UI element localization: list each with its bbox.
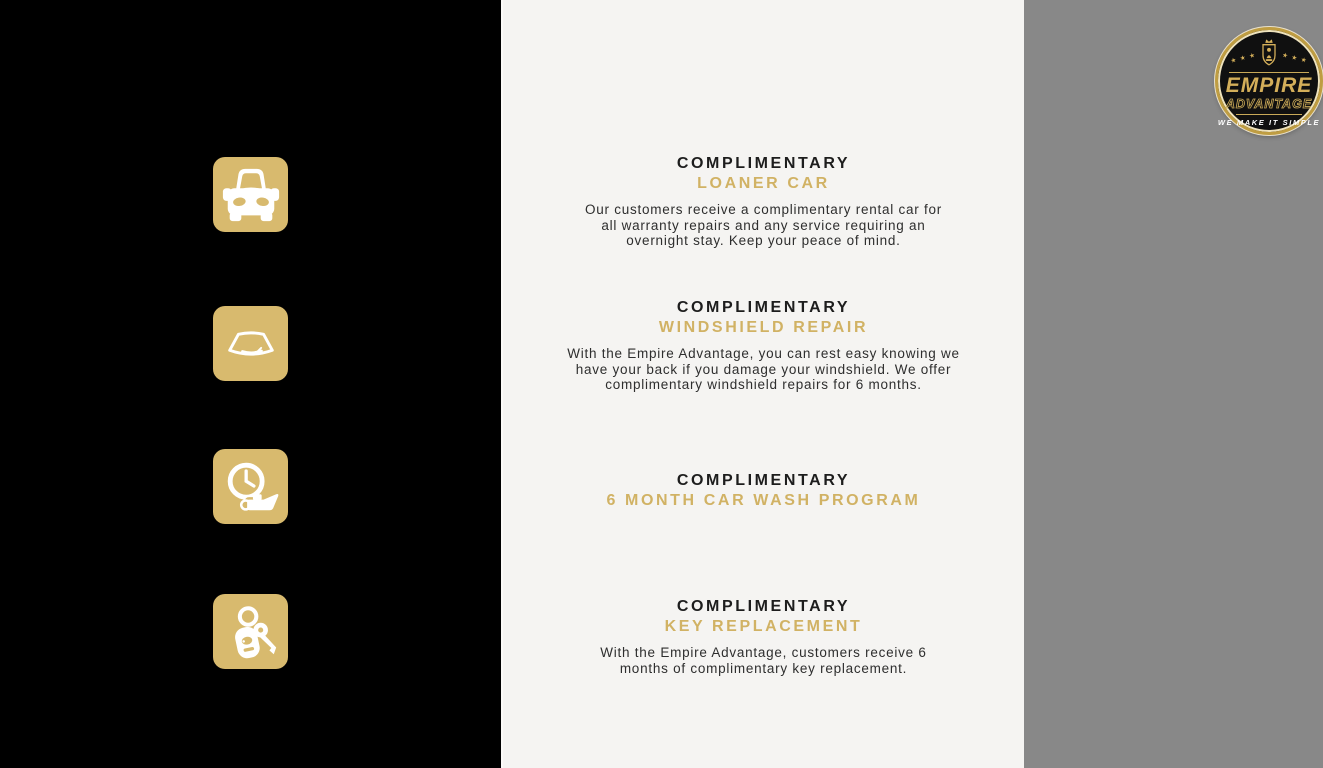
- section-title: KEY REPLACEMENT: [664, 618, 863, 635]
- section-body: Our customers receive a complimentary rental car for all warranty repairs and any service requiring an overnight stay. Keep your peace of mind.: [584, 202, 943, 248]
- section-windshield-repair: [503, 298, 1024, 393]
- empire-advantage-logo: [1215, 27, 1323, 135]
- section-eyebrow: COMPLIMENTARY: [676, 155, 851, 172]
- logo-title: EMPIRE: [1225, 74, 1313, 97]
- icon-panel: [0, 0, 501, 768]
- logo-divider-top: [1229, 72, 1309, 73]
- section-title: 6 MONTH CAR WASH PROGRAM: [606, 492, 921, 509]
- section-eyebrow: COMPLIMENTARY: [676, 598, 851, 615]
- section-loaner-car: [503, 154, 1024, 249]
- service-clock-oil-icon: [220, 456, 282, 518]
- logo-tagline: WE MAKE IT SIMPLE: [1217, 118, 1321, 127]
- section-body: With the Empire Advantage, customers receive 6 months of complimentary key replacement.: [600, 645, 927, 676]
- car-icon: [220, 164, 282, 226]
- section-car-wash-program: [503, 471, 1024, 510]
- section-eyebrow: COMPLIMENTARY: [676, 299, 851, 316]
- content-panel: [503, 0, 1321, 768]
- car-wash-program-tile: [213, 449, 288, 524]
- loaner-car-tile: [213, 157, 288, 232]
- section-key-replacement: [503, 597, 1024, 676]
- windshield-icon: [220, 313, 282, 375]
- logo-divider-bottom: [1236, 114, 1302, 115]
- section-body: With the Empire Advantage, you can rest easy knowing we have your back if you damage your windshield. We offer complimentary windshield repairs for 6 months.: [567, 346, 960, 392]
- logo-stars-left: ★ ★ ★: [1229, 51, 1257, 65]
- key-replacement-tile: [213, 594, 288, 669]
- logo-stars-right: ★ ★ ★: [1281, 51, 1309, 65]
- key-icon: [220, 601, 282, 663]
- section-eyebrow: COMPLIMENTARY: [676, 472, 851, 489]
- section-title: LOANER CAR: [697, 175, 830, 192]
- section-title: WINDSHIELD REPAIR: [658, 319, 869, 336]
- shield-crest-icon: [1257, 37, 1281, 69]
- windshield-repair-tile: [213, 306, 288, 381]
- logo-crest-row: [1229, 37, 1309, 69]
- logo-subtitle: ADVANTAGE: [1225, 97, 1313, 111]
